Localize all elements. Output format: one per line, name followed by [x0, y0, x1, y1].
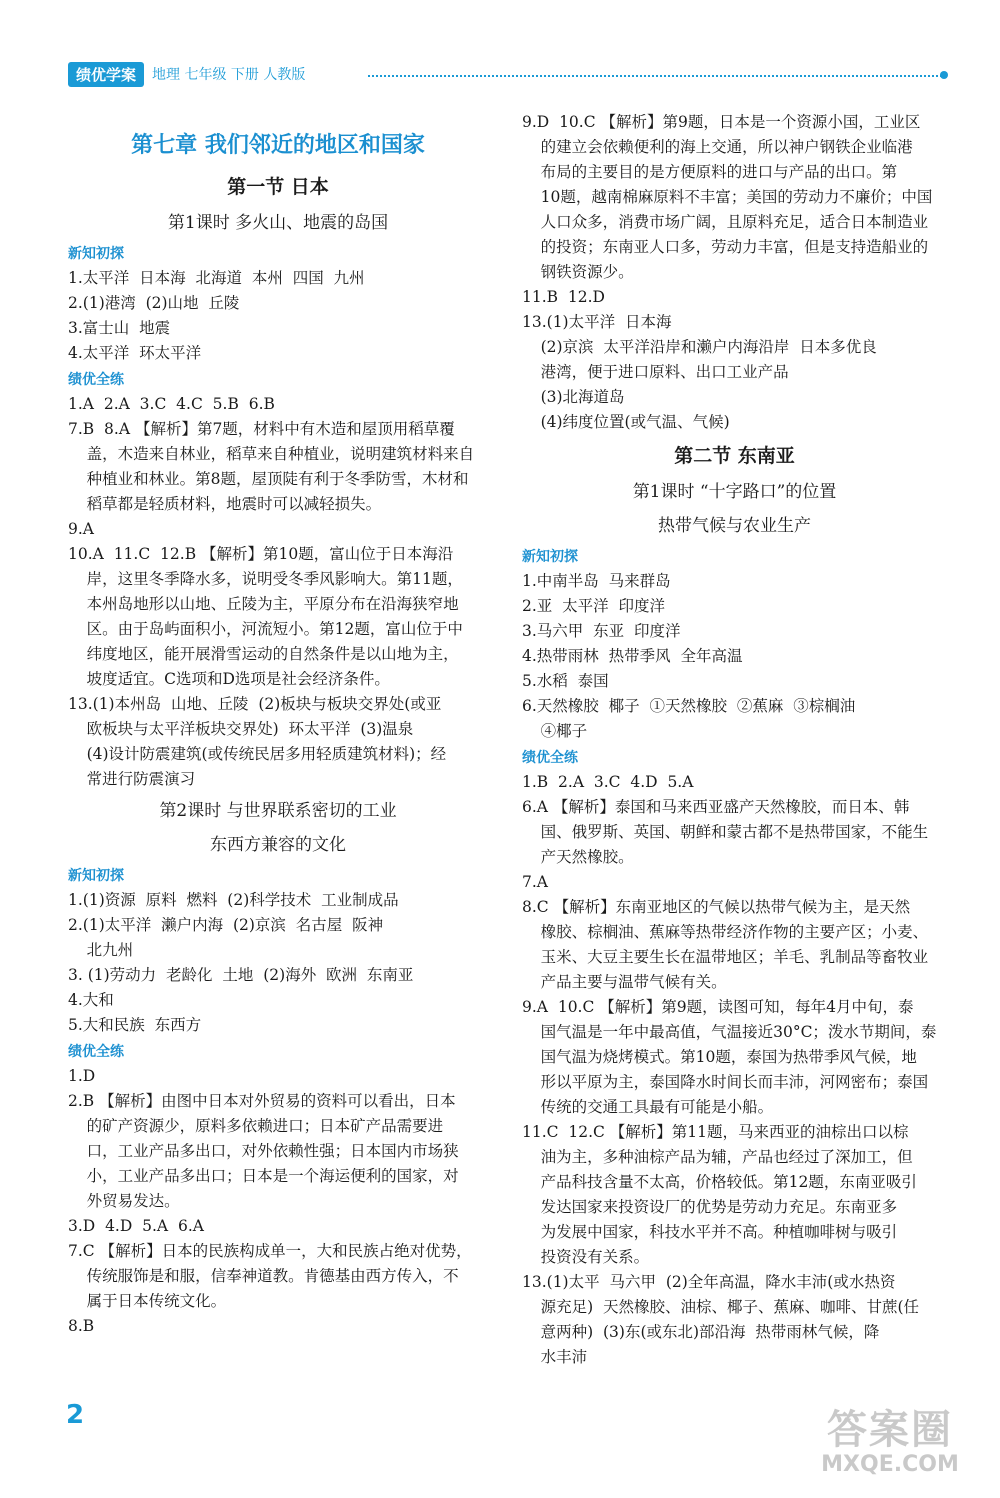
answer-line: 2.B 【解析】由图中日本对外贸易的资料可以看出，日本	[68, 1092, 456, 1110]
answer-line: 小，工业产品多出口；日本是一个海运便利的国家，对	[86, 1167, 459, 1185]
lesson-title: 第1课时 多火山、地震的岛国	[167, 213, 389, 233]
answer-line: 1.太平洋 日本海 北海道 本州 四国 九州	[68, 269, 365, 287]
answer-line: 纬度地区，能开展滑雪运动的自然条件是以山地为主，	[86, 645, 459, 663]
header-dot-icon	[940, 71, 948, 79]
answer-line: 盖，木造来自林业，稻草来自种植业，说明建筑材料来自	[86, 445, 475, 463]
answer-line: 6.A 【解析】泰国和马来西亚盛产天然橡胶，而日本、韩	[522, 798, 910, 816]
lesson-title: 第2课时 与世界联系密切的工业	[159, 801, 397, 821]
answer-line: 2.(1)太平洋 濑户内海 (2)京滨 名古屋 阪神	[68, 916, 384, 934]
answer-line: 玉米、大豆主要生长在温带地区；羊毛、乳制品等畜牧业	[540, 948, 929, 966]
answer-line: 国、俄罗斯、英国、朝鲜和蒙古都不是热带国家，不能生	[540, 823, 929, 841]
answer-line: 传统的交通工具最有可能是小船。	[540, 1098, 774, 1116]
answer-line: 国气温为烧烤模式。第10题，泰国为热带季风气候，地	[540, 1048, 917, 1066]
page-number: 2	[66, 1400, 85, 1430]
answer-line: 1.D	[68, 1067, 96, 1085]
answer-line: 13.(1)太平洋 日本海	[522, 313, 672, 331]
answer-block	[68, 392, 488, 792]
answer-line: 2.(1)港湾 (2)山地 丘陵	[68, 294, 240, 312]
answer-line: 4.热带雨林 热带季风 全年高温	[522, 647, 743, 665]
answer-block	[68, 888, 488, 1038]
answer-line: 属于日本传统文化。	[86, 1292, 227, 1310]
answer-line: 欧板块与太平洋板块交界处) 环太平洋 (3)温泉	[86, 720, 414, 738]
right-column	[522, 110, 947, 1370]
answer-line: 7.C 【解析】日本的民族构成单一，大和民族占绝对优势，	[68, 1242, 472, 1260]
answer-line: 13.(1)本州岛 山地、丘陵 (2)板块与板块交界处(或亚	[68, 695, 442, 713]
answer-line: 投资没有关系。	[540, 1248, 650, 1266]
answer-line: 北九州	[86, 941, 134, 959]
watermark-logo	[800, 1408, 980, 1478]
answer-line: 3.D 4.D 5.A 6.A	[68, 1217, 204, 1235]
subsection-heading: 绩优全练	[68, 1044, 124, 1060]
answer-line: 传统服饰是和服，信奉神道教。肯德基由西方传入，不	[86, 1267, 459, 1285]
answer-line: 油为主，多种油棕产品为辅，产品也经过了深加工，但	[540, 1148, 913, 1166]
answer-line: ④椰子	[540, 722, 588, 740]
answer-line: 区。由于岛屿面积小，河流短小。第12题，富山位于中	[86, 620, 463, 638]
answer-line: (4)纬度位置(或气温、气候)	[540, 413, 730, 431]
answer-line: 坡度适宜。C选项和D选项是社会经济条件。	[86, 670, 390, 688]
book-meta: 地理 七年级 下册 人教版	[152, 67, 306, 83]
answer-block	[522, 569, 947, 744]
answer-line: 意两种) (3)东(或东北)部沿海 热带雨林气候，降	[540, 1323, 880, 1341]
answer-line: 3.马六甲 东亚 印度洋	[522, 622, 681, 640]
answer-line: 的矿产资源少，原料多依赖进口；日本矿产品需要进	[86, 1117, 444, 1135]
answer-line: 常进行防震演习	[86, 770, 196, 788]
lesson-title: 第1课时 “十字路口”的位置	[632, 482, 837, 502]
answer-line: 1.(1)资源 原料 燃料 (2)科学技术 工业制成品	[68, 891, 399, 909]
answer-block	[68, 1064, 488, 1339]
answer-line: 本州岛地形以山地、丘陵为主，平原分布在沿海狭窄地	[86, 595, 459, 613]
answer-line: 口，工业产品多出口，对外依赖性强；日本国内市场狭	[86, 1142, 459, 1160]
answer-line: 3. (1)劳动力 老龄化 土地 (2)海外 欧洲 东南亚	[68, 966, 414, 984]
answer-block	[522, 770, 947, 1370]
brand-label: 绩优学案	[68, 62, 144, 87]
lesson-subtitle: 热带气候与农业生产	[658, 516, 811, 536]
watermark-text: 答案圈	[827, 1407, 953, 1453]
answer-line: 7.B 8.A 【解析】第7题，材料中有木造和屋顶用稻草覆	[68, 420, 455, 438]
answer-line: 稻草都是轻质材料，地震时可以减轻损失。	[86, 495, 382, 513]
subsection-heading: 新知初探	[522, 549, 578, 565]
answer-line: 的建立会依赖便利的海上交通，所以神户钢铁企业临港	[540, 138, 913, 156]
answer-line: 5.水稻 泰国	[522, 672, 609, 690]
answer-line: 岸，这里冬季降水多，说明受冬季风影响大。第11题，	[86, 570, 463, 588]
subsection-heading: 绩优全练	[68, 372, 124, 388]
header-divider	[368, 75, 942, 77]
answer-line: 9.D 10.C 【解析】第9题，日本是一个资源小国，工业区	[522, 113, 921, 131]
answer-line: 4.太平洋 环太平洋	[68, 344, 202, 362]
subsection-heading: 新知初探	[68, 246, 124, 262]
answer-line: 港湾，便于进口原料、出口工业产品	[540, 363, 789, 381]
answer-line: 产品科技含量不太高，价格较低。第12题，东南亚吸引	[540, 1173, 917, 1191]
answer-line: (4)设计防震建筑(或传统民居多用轻质建筑材料)；经	[86, 745, 447, 763]
answer-line: 7.A	[522, 873, 548, 891]
answer-line: (2)京滨 太平洋沿岸和濑户内海沿岸 日本多优良	[540, 338, 877, 356]
answer-line: 的投资；东南亚人口多，劳动力丰富，但是支持造船业的	[540, 238, 929, 256]
answer-line: 人口众多，消费市场广阔，且原料充足，适合日本制造业	[540, 213, 929, 231]
answer-line: 布局的主要目的是方便原料的进口与产品的出口。第	[540, 163, 898, 181]
section-title-southeast-asia: 第二节 东南亚	[674, 445, 795, 467]
answer-line: 橡胶、棕榈油、蕉麻等热带经济作物的主要产区；小麦、	[540, 923, 929, 941]
answer-line: 国气温是一年中最高值，气温接近30°C；泼水节期间，泰	[540, 1023, 937, 1041]
answer-line: 1.A 2.A 3.C 4.C 5.B 6.B	[68, 395, 275, 413]
answer-line: 10.A 11.C 12.B 【解析】第10题，富山位于日本海沿	[68, 545, 454, 563]
answer-line: 4.大和	[68, 991, 114, 1009]
answer-line: 2.亚 太平洋 印度洋	[522, 597, 665, 615]
answer-line: 3.富士山 地震	[68, 319, 171, 337]
answer-line: 8.C 【解析】东南亚地区的气候以热带气候为主，是天然	[522, 898, 911, 916]
answer-line: 产品主要与温带气候有关。	[540, 973, 727, 991]
subsection-heading: 绩优全练	[522, 750, 578, 766]
answer-line: 6.天然橡胶 椰子 ①天然橡胶 ②蕉麻 ③棕榈油	[522, 697, 856, 715]
answer-line: 为发展中国家，科技水平并不高。种植咖啡树与吸引	[540, 1223, 898, 1241]
left-column	[68, 110, 488, 1339]
section-title-japan: 第一节 日本	[227, 176, 329, 198]
answer-line: 钢铁资源少。	[540, 263, 634, 281]
answer-line: 5.大和民族 东西方	[68, 1016, 202, 1034]
answer-line: 源充足) 天然橡胶、油棕、椰子、蕉麻、咖啡、甘蔗(任	[540, 1298, 920, 1316]
answer-line: 13.(1)太平 马六甲 (2)全年高温，降水丰沛(或水热资	[522, 1273, 896, 1291]
answer-line: 水丰沛	[540, 1348, 588, 1366]
chapter-title: 第七章 我们邻近的地区和国家	[131, 132, 425, 158]
answer-line: 发达国家来投资设厂的优势是劳动力充足。东南亚多	[540, 1198, 898, 1216]
watermark-url: MXQE.COM	[821, 1452, 959, 1477]
answer-line: 1.中南半岛 马来群岛	[522, 572, 671, 590]
answer-line: 9.A	[68, 520, 94, 538]
answer-block	[68, 266, 488, 366]
answer-line: 11.B 12.D	[522, 288, 605, 306]
answer-line: 10题，越南棉麻原料不丰富；美国的劳动力不廉价；中国	[540, 188, 933, 206]
answer-block	[522, 110, 947, 435]
lesson-subtitle: 东西方兼容的文化	[210, 835, 346, 855]
answer-line: 1.B 2.A 3.C 4.D 5.A	[522, 773, 694, 791]
answer-line: 外贸易发达。	[86, 1192, 180, 1210]
subsection-heading: 新知初探	[68, 868, 124, 884]
answer-line: 9.A 10.C 【解析】第9题，读图可知，每年4月中旬，泰	[522, 998, 914, 1016]
page-header	[68, 62, 948, 90]
answer-line: (3)北海道岛	[540, 388, 625, 406]
answer-line: 产天然橡胶。	[540, 848, 634, 866]
answer-line: 8.B	[68, 1317, 95, 1335]
answer-line: 11.C 12.C 【解析】第11题，马来西亚的油棕出口以棕	[522, 1123, 909, 1141]
answer-line: 形以平原为主，泰国降水时间长而丰沛，河网密布；泰国	[540, 1073, 929, 1091]
answer-line: 种植业和林业。第8题，屋顶陡有利于冬季防雪，木材和	[86, 470, 469, 488]
